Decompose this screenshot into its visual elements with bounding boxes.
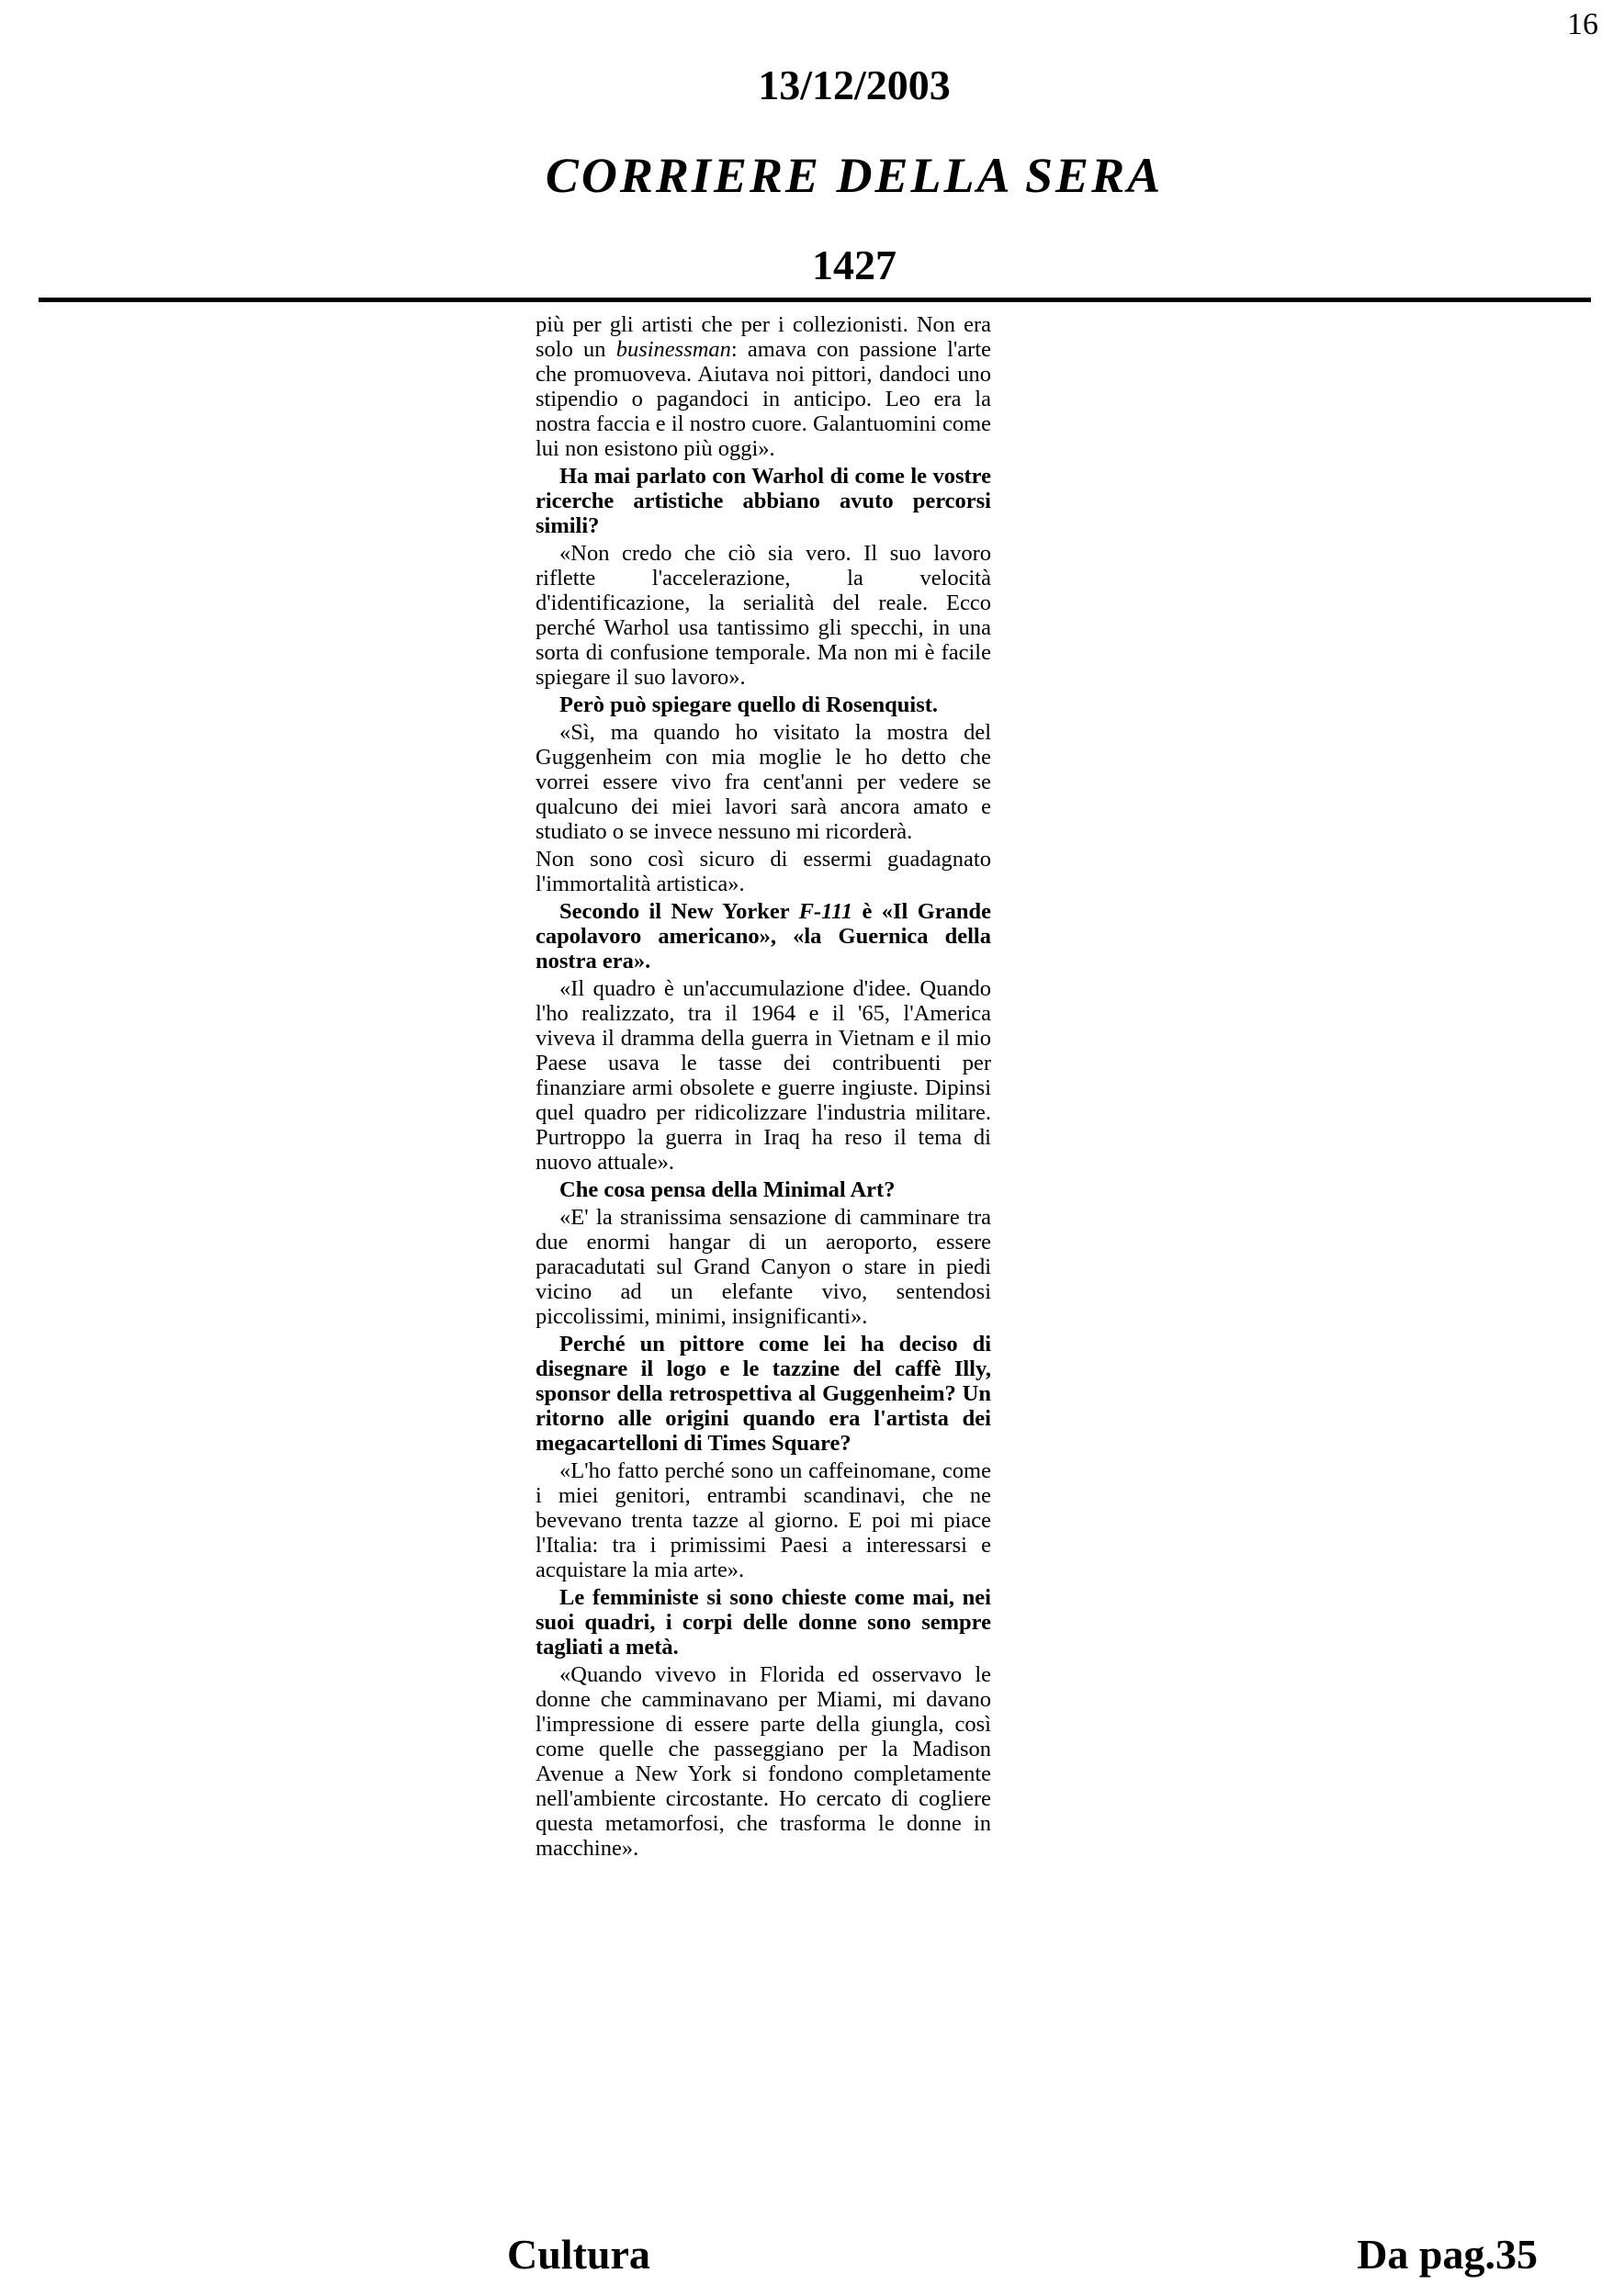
interview-question: Però può spiegare quello di Rosenquist.	[559, 692, 939, 717]
interview-question	[536, 899, 991, 974]
header-divider	[39, 298, 1591, 302]
article-paragraph	[536, 312, 991, 461]
interview-question: Le femministe si sono chieste come mai, nei suoi quadri, i corpi delle donne sono sempre tagliati a metà.	[536, 1585, 991, 1660]
interview-answer: «E' la stranissima sensazione di camminare tra due enormi hangar di un aeroporto, essere paracadutati sul Grand Canyon o stare in piedi vicino ad un elefante vivo, sentendosi piccolissimi, minimi, insignificanti».	[536, 1205, 991, 1329]
page-number: 16	[1567, 7, 1598, 41]
interview-question: Perché un pittore come lei ha deciso di disegnare il logo e le tazzine del caffè Illy, sponsor della retrospettiva al Guggenheim? Un ritorno alle origini quando era l'artista dei megacartelloni di Times Square?	[536, 1332, 991, 1456]
publication-date: 13/12/2003	[758, 62, 951, 108]
newspaper-masthead: CORRIERE DELLA SERA	[545, 148, 1164, 203]
interview-answer: «Non credo che ciò sia vero. Il suo lavoro riflette l'accelerazione, la velocità d'identificazione, la serialità del reale. Ecco perché Warhol usa tantissimo gli specchi, in una sorta di confusione temporale. Ma non mi è facile spiegare il suo lavoro».	[536, 541, 991, 690]
interview-answer: «Sì, ma quando ho visitato la mostra del Guggenheim con mia moglie le ho detto che vorrei essere vivo fra cent'anni per vedere se qualcuno dei miei lavori sarà ancora amato e studiato o se invece nessuno mi ricorderà.	[536, 720, 991, 844]
question-text: Secondo il New Yorker	[559, 899, 799, 924]
article-column	[536, 312, 991, 1863]
paragraph-text: più per gli artisti che per i collezionisti. Non era solo un	[536, 312, 991, 362]
interview-question: Che cosa pensa della Minimal Art?	[559, 1177, 896, 1202]
question-text: è «Il Grande capolavoro americano», «la Guernica della nostra era».	[536, 899, 992, 974]
italic-term: businessman	[615, 337, 731, 362]
article-code: 1427	[812, 242, 897, 288]
interview-answer: «Quando vivevo in Florida ed osservavo le donne che camminavano per Miami, mi davano l'impressione di essere parte della giungla, così come quelle che passeggiano per la Madison Avenue a New York si fondono completamente nell'ambiente circostante. Ho cercato di cogliere questa metamorfosi, che trasforma le donne in macchine».	[536, 1662, 991, 1861]
interview-question: Ha mai parlato con Warhol di come le vostre ricerche artistiche abbiano avuto percorsi simili?	[536, 464, 991, 538]
section-label: Cultura	[507, 2231, 650, 2278]
page-reference: Da pag.35	[1357, 2231, 1538, 2278]
interview-answer-continued: Non sono così sicuro di essermi guadagnato l'immortalità artistica».	[536, 847, 991, 896]
interview-answer: «L'ho fatto perché sono un caffeinomane, come i miei genitori, entrambi scandinavi, che ne bevevano trenta tazze al giorno. E poi mi piace l'Italia: tra i primissimi Paesi a interessarsi e acquistare la mia arte».	[536, 1458, 991, 1582]
paragraph-text: : amava con passione l'arte che promuoveva. Aiutava noi pittori, dandoci uno stipendio o pagandoci in anticipo. Leo era la nostra faccia e il nostro cuore. Galantuomini come lui non esistono più oggi».	[536, 337, 992, 461]
interview-answer: «Il quadro è un'accumulazione d'idee. Quando l'ho realizzato, tra il 1964 e il '65, l'America viveva il dramma della guerra in Vietnam e il mio Paese usava le tasse dei contribuenti per finanziare armi obsolete e guerre ingiuste. Dipinsi quel quadro per ridicolizzare l'industria militare. Purtroppo la guerra in Iraq ha reso il tema di nuovo attuale».	[536, 976, 991, 1175]
italic-title: F-111	[798, 899, 853, 924]
